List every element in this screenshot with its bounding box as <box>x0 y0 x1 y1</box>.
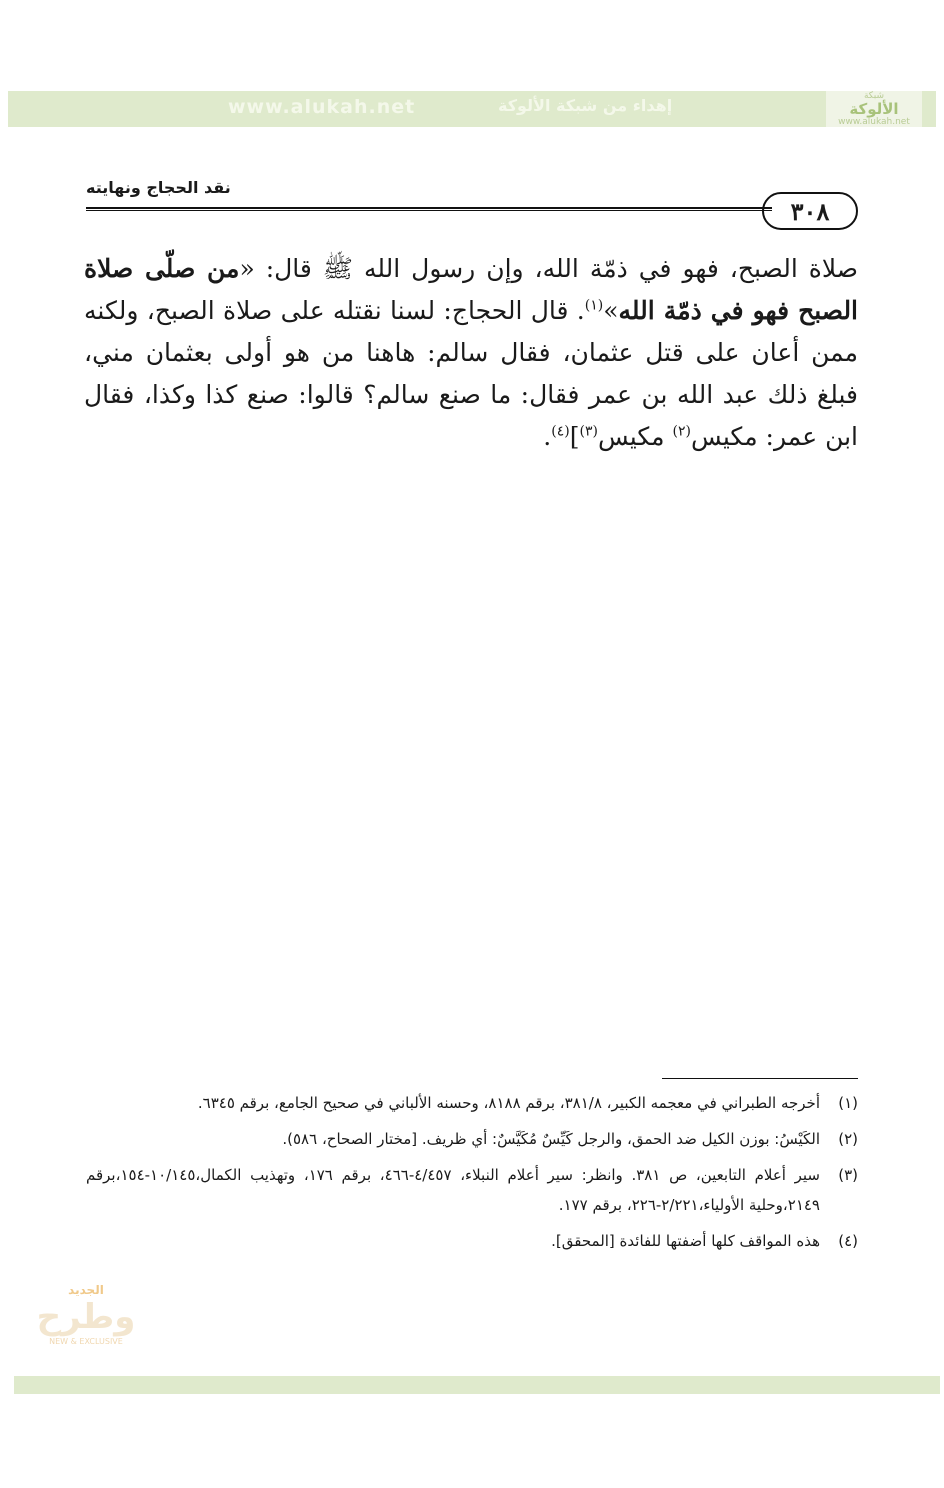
watermark-main: وطرح <box>36 1296 136 1337</box>
footnote-ref-2[interactable]: (٢) <box>672 423 691 440</box>
footnote-text: أخرجه الطبراني في معجمه الكبير، ٣٨١/٨، برقم ٨١٨٨، وحسنه الألباني في صحيح الجامع، برقم ٦٣٤٥. <box>197 1094 820 1112</box>
hadith-quote: من صلّى صلاة الصبح فهو في ذمّة الله <box>84 254 859 325</box>
bracket-close: ] <box>569 422 580 451</box>
footnote-number: (٤) <box>838 1232 858 1250</box>
footnote <box>86 1088 858 1118</box>
watermark-top: الجديد <box>68 1282 104 1297</box>
bottom-band <box>14 1376 940 1394</box>
footnote-ref-1[interactable]: (١) <box>584 297 604 314</box>
footnotes <box>86 1088 858 1262</box>
logo-sub-text: www.alukah.net <box>838 117 910 127</box>
footnote-text: سير أعلام التابعين، ص ٣٨١. وانظر: سير أعلام النبلاء، ٤/٤٥٧-٤٦٦، برقم ١٧٦، وتهذيب الكمال،١٠/١٤٥-١٥٤،برقم ٢١٤٩،وحلية الأولياء،٢/٢٢١-٢٢٦، برقم ١٧٧. <box>86 1166 820 1214</box>
footnote-text: الكَيْسُ: بوزن الكيل ضد الحمق، والرجل كَيِّسٌ مُكَيَّسٌ: أي ظريف. [مختار الصحاح، ٥٨٦). <box>282 1130 820 1148</box>
body-paragraph <box>84 248 858 458</box>
footnote-ref-3[interactable]: (٣) <box>579 423 598 440</box>
running-title: نقد الحجاج ونهايته <box>86 178 231 197</box>
logo-top-text: شبكة <box>863 91 885 101</box>
header-rule <box>86 207 772 211</box>
watermark-logo <box>30 1266 142 1362</box>
text-run: مكيس <box>597 422 673 451</box>
footnote-number: (٣) <box>838 1166 858 1184</box>
text-run: . قال الحجاج: لسنا نقتله على صلاة الصبح، ولكنه ممن أعان على قتل عثمان، فقال سالم: هاهنا من هو أولى بعثمان مني، فبلغ ذلك عبد الله بن عمر فقال: ما صنع سالم؟ قالوا: صنع كذا وكذا، فقال ابن عمر: مكيس <box>84 296 858 451</box>
page-number: ٣٠٨ <box>762 192 858 230</box>
alukah-logo <box>826 91 922 127</box>
footnote <box>86 1160 858 1220</box>
footnote-number: (٢) <box>838 1130 858 1148</box>
quote-close: » <box>603 296 619 325</box>
top-banner <box>8 91 936 127</box>
body-text <box>84 248 858 458</box>
logo-main-text: الألوكة <box>849 100 899 118</box>
text-run: صلاة الصبح، فهو في ذمّة الله، وإن رسول الله ﷺ قال: « <box>239 254 858 283</box>
text-run: . <box>543 422 552 451</box>
footnote-rule <box>662 1078 858 1079</box>
footnote-text: هذه المواقف كلها أضفتها للفائدة [المحقق]. <box>551 1232 820 1250</box>
footnote <box>86 1124 858 1154</box>
banner-url: www.alukah.net <box>228 96 416 118</box>
footnote-ref-4[interactable]: (٤) <box>551 423 570 440</box>
footnote-number: (١) <box>838 1094 858 1112</box>
banner-text: إهداء من شبكة الألوكة <box>498 96 673 115</box>
watermark-sub: NEW & EXCLUSIVE <box>49 1336 123 1346</box>
footnote <box>86 1226 858 1256</box>
